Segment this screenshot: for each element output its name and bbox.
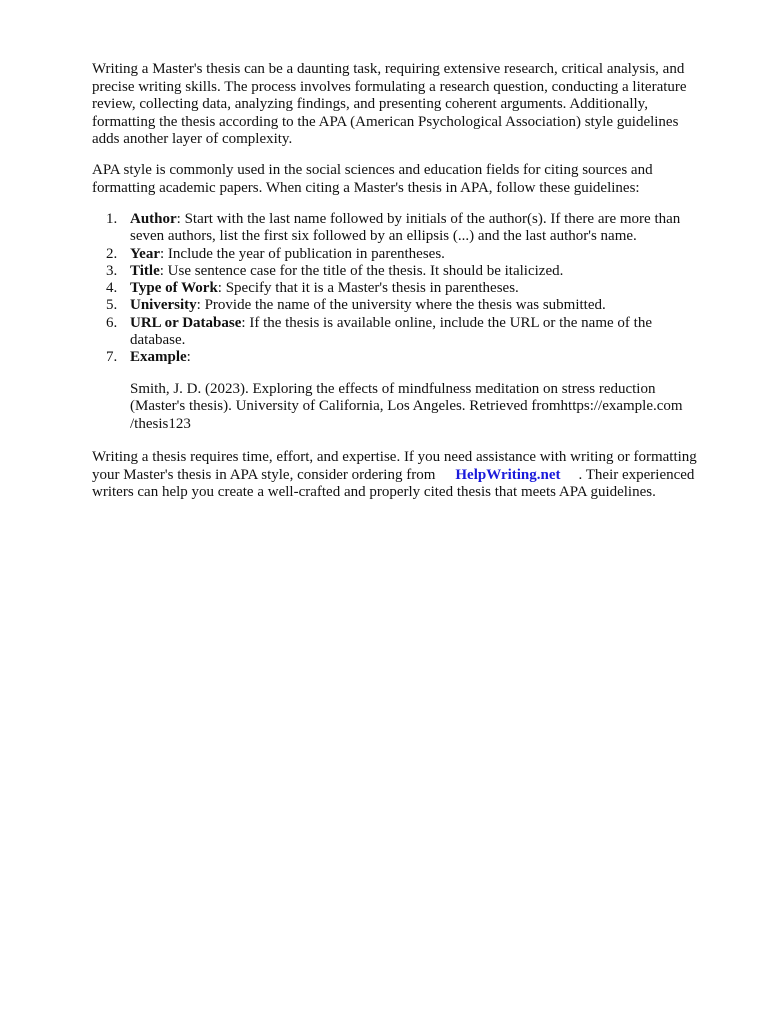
intro-line: Writing a Master's thesis can be a daunting task, requiring extensive research, critical analysis, and <box>92 61 685 77</box>
intro-line: precise writing skills. The process involves formulating a research question, conducting a literature <box>92 78 687 95</box>
list-number: 4. <box>106 280 118 297</box>
list-number: 5. <box>106 297 118 314</box>
guideline-text: Use sentence case for the title of the thesis. It should be italicized. <box>163 262 564 279</box>
citation-line: /thesis123 <box>130 415 191 432</box>
intro-line: review, collecting data, analyzing findings, and presenting coherent arguments. Additionally, <box>92 96 648 112</box>
guideline-text: database. <box>130 332 186 349</box>
guideline-term: Title <box>130 262 160 279</box>
guideline-term: Author <box>130 211 177 227</box>
guideline-text: Provide the name of the university where the thesis was submitted. <box>200 297 606 314</box>
apa-line: formatting academic papers. When citing a Master's thesis in APA, follow these guidelines: <box>92 179 640 196</box>
closing-line: Writing a thesis requires time, effort, and expertise. If you need assistance with writing or formatting <box>92 449 697 465</box>
list-number: 3. <box>106 262 118 279</box>
example-citation <box>130 381 683 433</box>
list-number: 2. <box>106 245 118 262</box>
guideline-item-url-or-database <box>92 315 724 350</box>
term-separator: : <box>176 211 181 227</box>
list-number: 7. <box>106 349 118 366</box>
guideline-term: University <box>130 297 197 314</box>
term-separator: : <box>159 262 164 279</box>
citation-line: (Master's thesis). University of California, Los Angeles. Retrieved fromhttps://example.com <box>130 398 683 415</box>
term-separator: : <box>217 280 222 297</box>
closing-line-end: . Their experienced <box>578 466 695 483</box>
closing-paragraph <box>92 449 697 502</box>
guideline-item-year <box>92 246 724 263</box>
citation-line: Smith, J. D. (2023). Exploring the effects of mindfulness meditation on stress reduction <box>130 381 656 397</box>
guideline-text: Include the year of publication in parentheses. <box>164 245 445 262</box>
term-separator: : <box>241 314 246 331</box>
guideline-term: URL or Database <box>130 314 242 331</box>
guideline-text: seven authors, list the first six followed by an ellipsis (...) and the last author's name. <box>130 228 637 245</box>
guideline-text: Specify that it is a Master's thesis in parentheses. <box>221 280 519 297</box>
guideline-term: Type of Work <box>130 280 218 297</box>
intro-paragraph <box>92 61 687 149</box>
guidelines-list <box>92 211 724 367</box>
guideline-item-example <box>92 349 724 366</box>
helpwriting-link[interactable]: HelpWriting.net <box>455 466 561 483</box>
guideline-item-title <box>92 263 724 280</box>
guideline-term: Example <box>130 349 187 366</box>
apa-line: APA style is commonly used in the social sciences and education fields for citing sources and <box>92 162 653 178</box>
guideline-item-university <box>92 297 724 314</box>
guideline-text: If the thesis is available online, include the URL or the name of the <box>245 314 652 331</box>
term-separator: : <box>160 245 165 262</box>
list-number: 6. <box>106 314 118 331</box>
apa-paragraph <box>92 162 653 197</box>
list-number: 1. <box>106 211 118 227</box>
guideline-item-type-of-work <box>92 280 724 297</box>
intro-line: formatting the thesis according to the APA (American Psychological Association) style guidelines <box>92 113 679 130</box>
term-separator: : <box>196 297 201 314</box>
term-separator: : <box>186 349 191 366</box>
closing-line: writers can help you create a well-crafted and properly cited thesis that meets APA guidelines. <box>92 484 656 500</box>
guideline-term: Year <box>130 245 160 262</box>
intro-line: adds another layer of complexity. <box>92 131 293 147</box>
closing-line <box>92 467 697 485</box>
guideline-item-author <box>92 211 724 246</box>
closing-line-start: your Master's thesis in APA style, consider ordering from <box>92 466 436 483</box>
guideline-text: Start with the last name followed by initials of the author(s). If there are more than <box>180 211 681 227</box>
